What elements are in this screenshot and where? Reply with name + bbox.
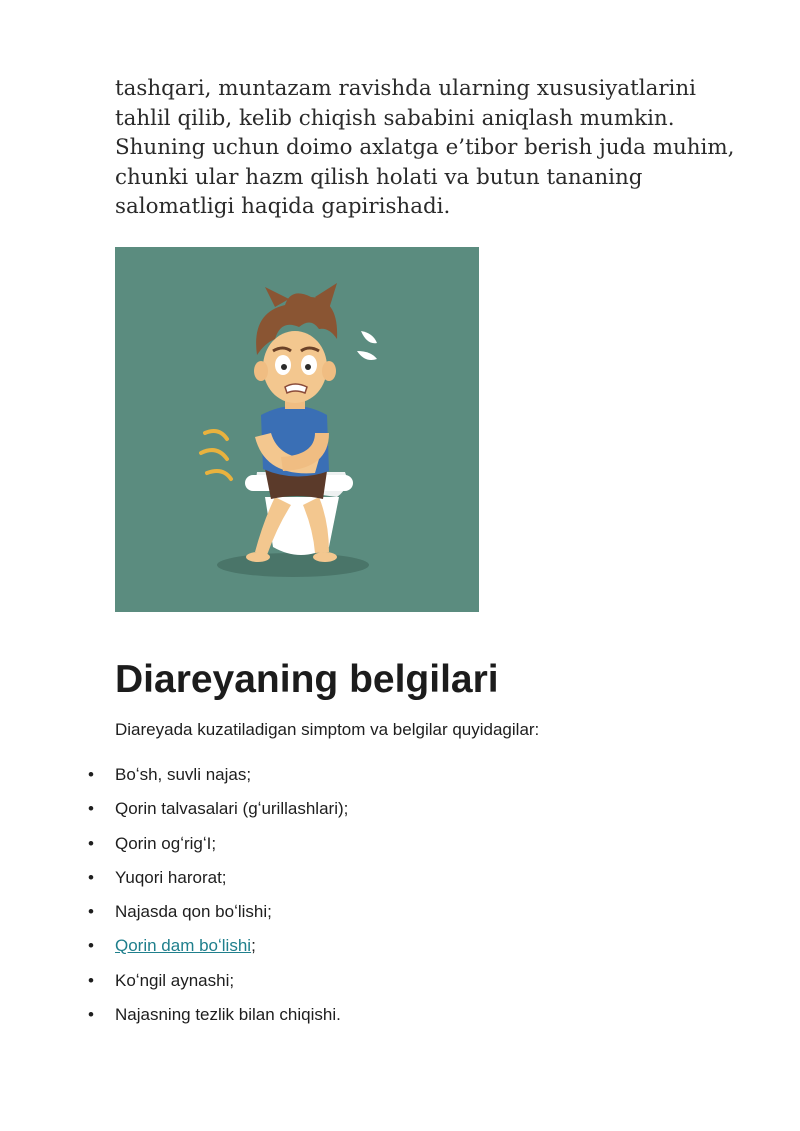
list-item <box>88 833 348 867</box>
list-item <box>88 764 348 798</box>
section-lead: Diareyada kuzatiladigan simptom va belgilar quyidagilar: <box>115 720 540 739</box>
list-item-text: Najasda qon boʻlishi; <box>115 902 272 922</box>
list-item-text: Yuqori harorat; <box>115 867 227 887</box>
bullet-icon: • <box>88 765 94 784</box>
bullet-icon: • <box>88 799 94 819</box>
list-item <box>88 935 348 969</box>
list-item-text: Koʻngil aynashi; <box>115 970 235 990</box>
bloating-link[interactable]: Qorin dam boʻlishi <box>115 936 252 956</box>
bullet-icon: • <box>88 936 94 956</box>
section-heading: Diareyaning belgilari <box>115 658 499 701</box>
diarrhea-illustration <box>115 247 479 612</box>
list-item-text: Qorin ogʻrigʻI; <box>115 833 217 853</box>
list-item-text: Qorin talvasalari (gʻurillashlari); <box>115 799 349 819</box>
list-item <box>88 901 348 935</box>
bullet-icon: • <box>88 867 94 887</box>
list-item-text: ; <box>251 936 256 956</box>
list-item <box>88 1004 348 1038</box>
intro-paragraph: tashqari, muntazam ravishda ularning xususiyatlarini tahlil qilib, kelib chiqish sababini aniqlash mumkin. Shuning uchun doimo axlatga e’tibor berish juda muhim, chunki ular hazm qilish holati va butun tananing salomatligi haqida gapirishadi. <box>115 76 735 219</box>
bullet-icon: • <box>88 1005 94 1025</box>
symptom-list <box>88 764 349 1038</box>
bullet-icon: • <box>88 970 94 990</box>
list-item <box>88 798 349 832</box>
sick-man-on-toilet-image <box>115 247 479 612</box>
bullet-icon: • <box>88 902 94 922</box>
list-item <box>88 867 348 901</box>
bullet-icon: • <box>88 833 94 853</box>
list-item-text: Boʻsh, suvli najas; <box>115 765 252 784</box>
list-item-text: Najasning tezlik bilan chiqishi. <box>115 1005 341 1025</box>
list-item <box>88 970 348 1004</box>
